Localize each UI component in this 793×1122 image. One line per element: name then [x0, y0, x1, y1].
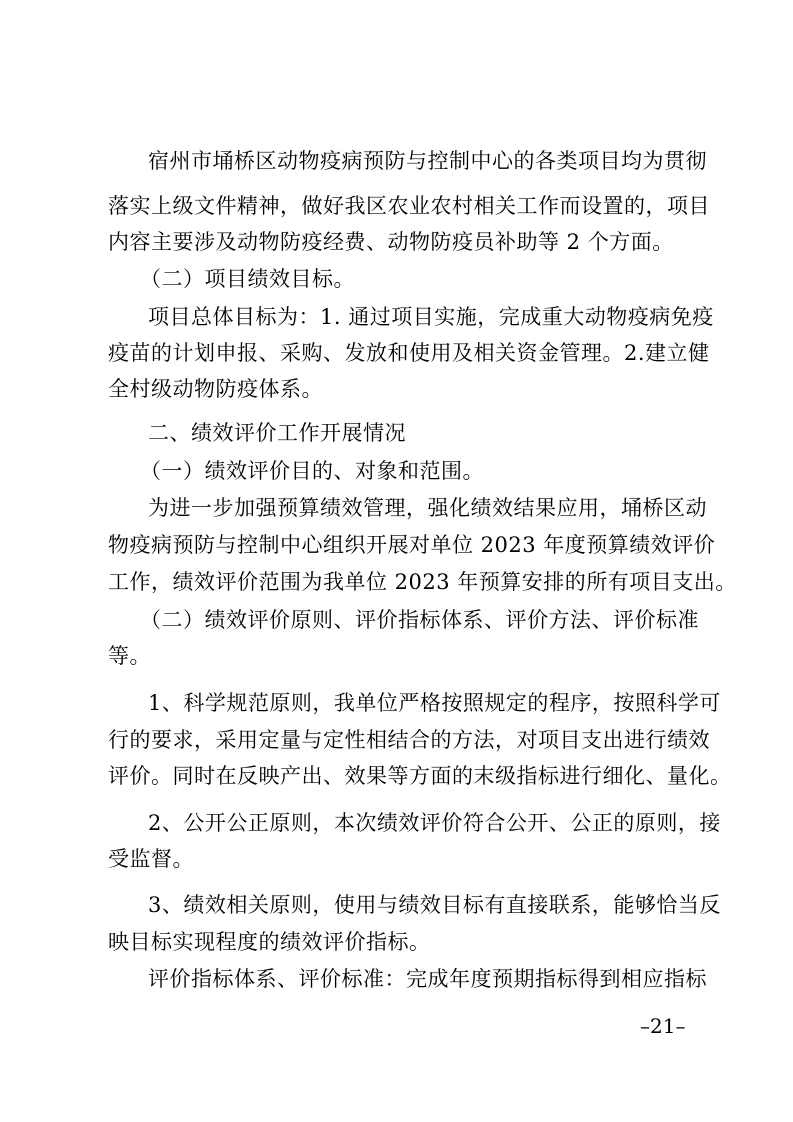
para1-line3: 内容主要涉及动物防疫经费、动物防疫员补助等 2 个方面。 [108, 230, 674, 254]
para5-line2: 受监督。 [108, 847, 194, 871]
para2-line2: 疫苗的计划申报、采购、发放和使用及相关资金管理。2.建立健 [108, 341, 710, 365]
section-subheading-goals: （二）项目绩效目标。 [140, 267, 355, 291]
section-subheading-purpose: （一）绩效评价目的、对象和范围。 [140, 459, 484, 483]
para2-line1: 项目总体目标为：1. 通过项目实施，完成重大动物疫病免疫 [148, 305, 714, 329]
para3-line3: 工作，绩效评价范围为我单位 2023 年预算安排的所有项目支出。 [108, 570, 737, 594]
section-heading-evaluation: 二、绩效评价工作开展情况 [148, 421, 406, 445]
section-subheading-principles-cont: 等。 [108, 644, 151, 668]
para6-line1: 3、绩效相关原则，使用与绩效目标有直接联系，能够恰当反 [148, 893, 721, 917]
para3-line1: 为进一步加强预算绩效管理，强化绩效结果应用，埇桥区动 [148, 496, 707, 520]
para3-line2: 物疫病预防与控制中心组织开展对单位 2023 年度预算绩效评价 [108, 533, 716, 557]
para4-line3: 评价。同时在反映产出、效果等方面的末级指标进行细化、量化。 [108, 764, 732, 788]
para7-line1: 评价指标体系、评价标准：完成年度预期指标得到相应指标 [148, 967, 707, 991]
para2-line3: 全村级动物防疫体系。 [108, 377, 323, 401]
para1-line2: 落实上级文件精神，做好我区农业农村相关工作而设置的，项目 [108, 194, 710, 218]
section-subheading-principles: （二）绩效评价原则、评价指标体系、评价方法、评价标准 [140, 608, 699, 632]
page-number: –21– [640, 1014, 686, 1038]
para4-line1: 1、科学规范原则，我单位严格按照规定的程序，按照科学可 [148, 691, 721, 715]
para4-line2: 行的要求，采用定量与定性相结合的方法，对项目支出进行绩效 [108, 728, 710, 752]
para1-line1: 宿州市埇桥区动物疫病预防与控制中心的各类项目均为贯彻 [148, 149, 707, 173]
para6-line2: 映目标实现程度的绩效评价指标。 [108, 930, 431, 954]
para5-line1: 2、公开公正原则，本次绩效评价符合公开、公正的原则，接 [148, 811, 721, 835]
